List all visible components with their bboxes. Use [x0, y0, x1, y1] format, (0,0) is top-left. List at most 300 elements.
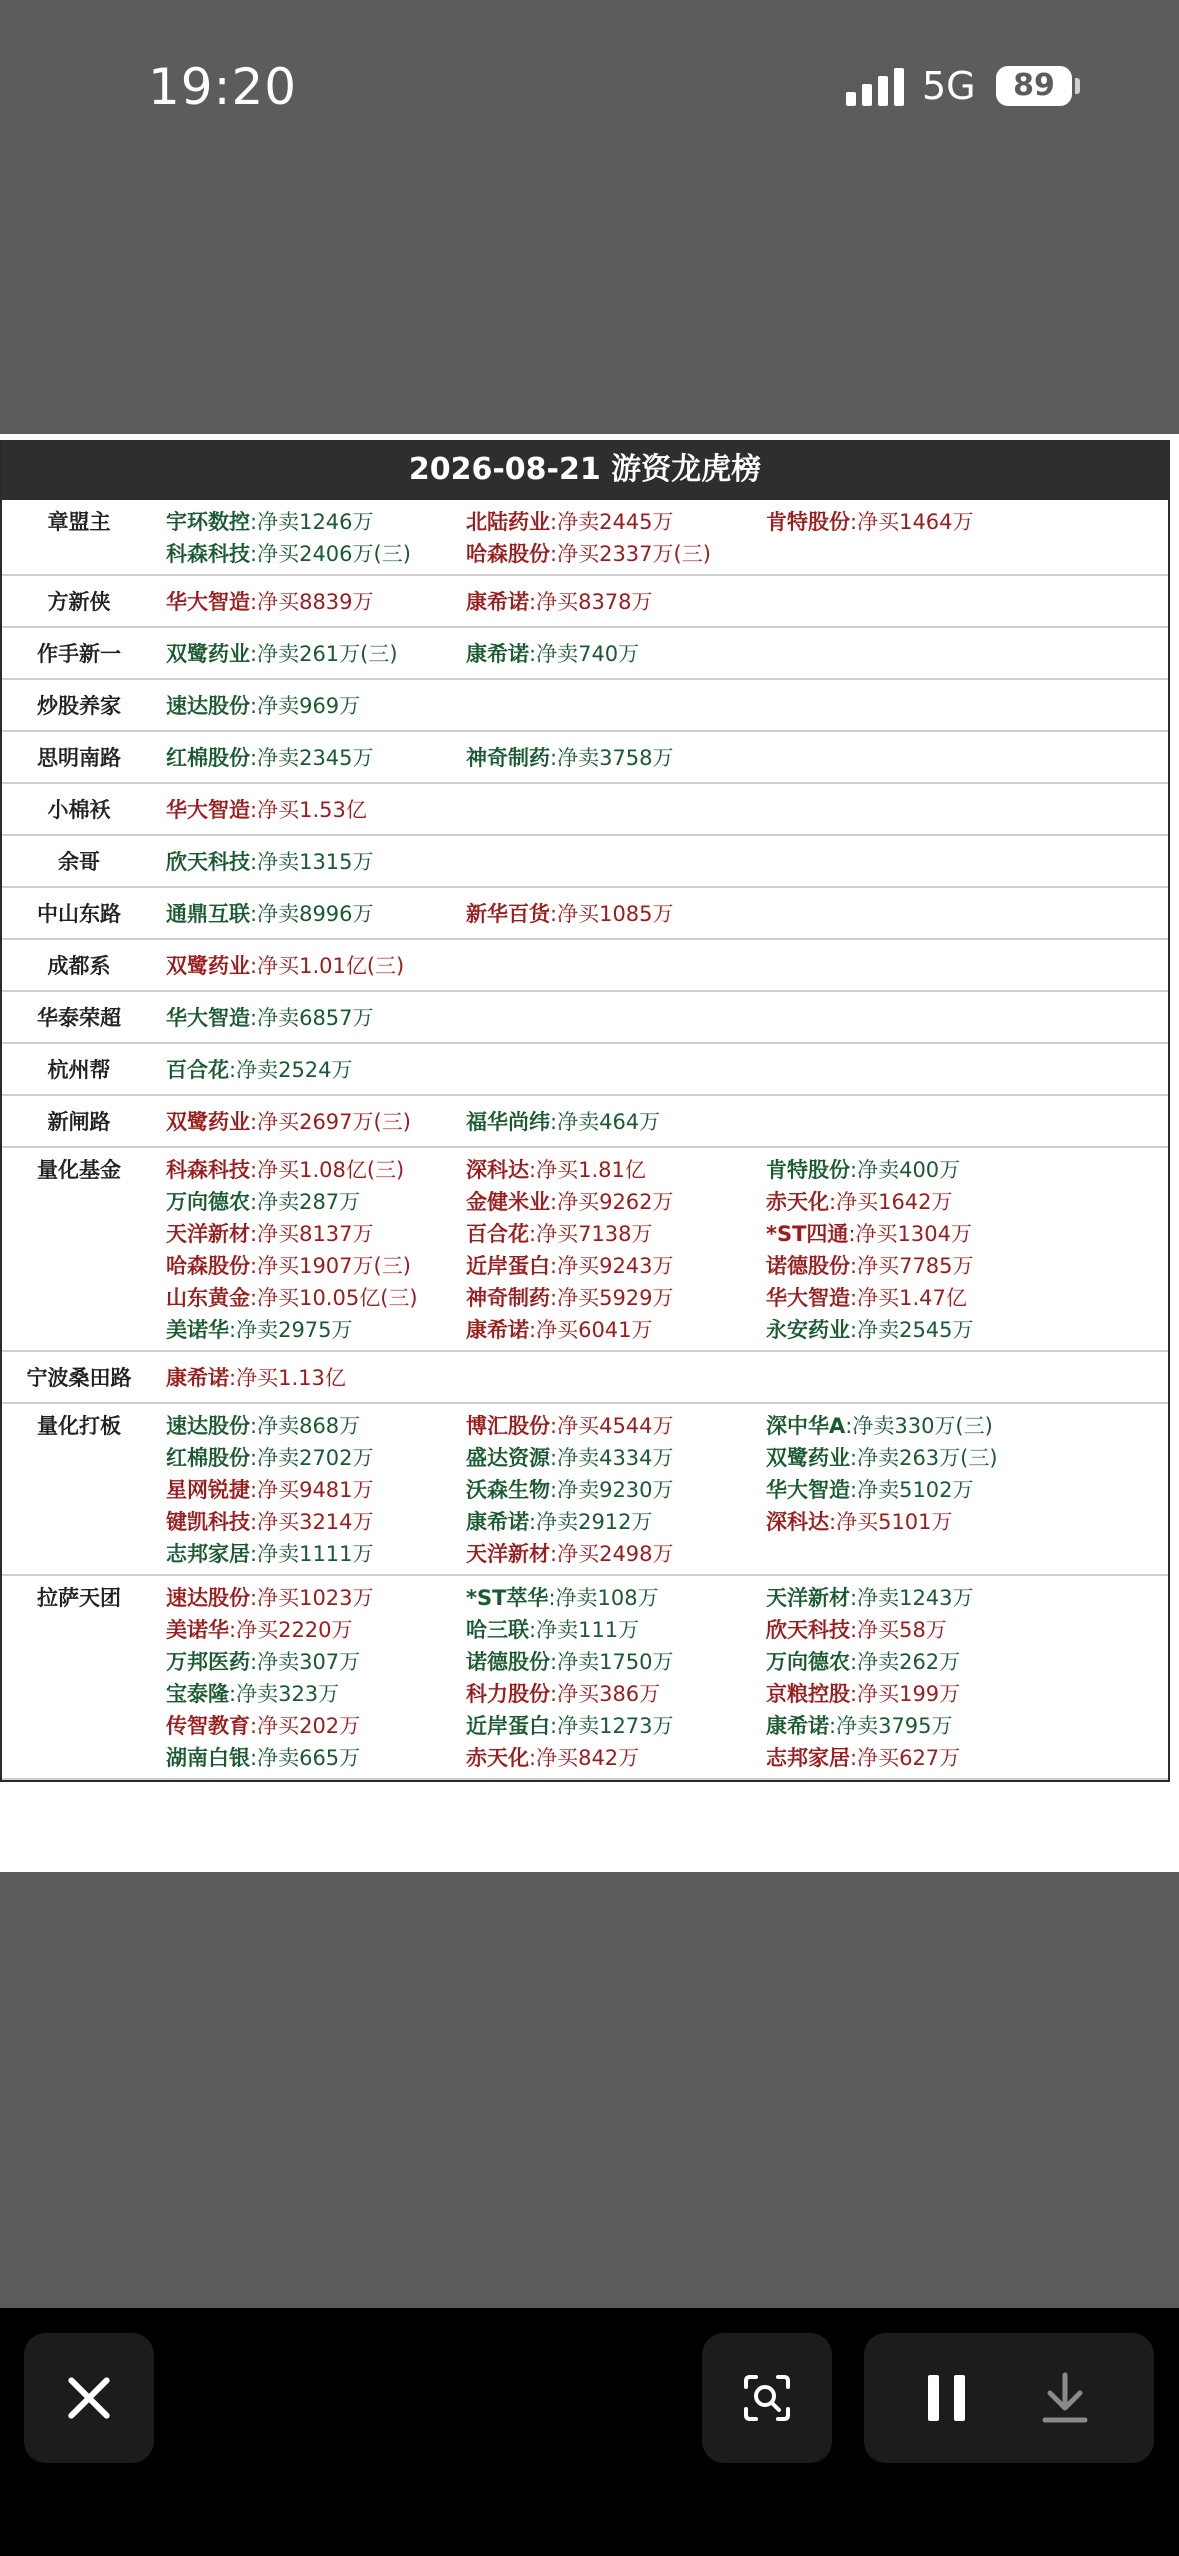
stock-name: 新华百货 — [466, 902, 550, 926]
separator: : — [229, 1058, 237, 1082]
trade-amount: 净买58万 — [857, 1618, 947, 1642]
trade-amount: 净卖665万 — [257, 1746, 361, 1770]
trade-amount: 净卖263万(三) — [857, 1446, 998, 1470]
close-button[interactable] — [24, 2333, 154, 2463]
separator: : — [250, 746, 258, 770]
trade-entry — [166, 1538, 374, 1570]
trade-entry — [766, 1218, 972, 1250]
stock-name: 康希诺 — [166, 1366, 229, 1390]
separator: : — [850, 1618, 858, 1642]
trade-entry — [466, 1742, 639, 1774]
trade-amount: 净买6041万 — [536, 1318, 653, 1342]
stock-name: 哈森股份 — [166, 1254, 250, 1278]
separator: : — [250, 542, 258, 566]
board-row — [2, 1576, 1168, 1780]
separator: : — [550, 542, 558, 566]
trader-name: 杭州帮 — [47, 1058, 111, 1082]
trade-amount: 净买9481万 — [257, 1478, 374, 1502]
dragon-tiger-board — [0, 440, 1170, 1782]
stock-name: 键凯科技 — [166, 1510, 250, 1534]
trader-name: 宁波桑田路 — [26, 1366, 132, 1390]
trade-entry — [766, 1710, 953, 1742]
trade-amount: 净卖1273万 — [557, 1714, 674, 1738]
trade-entry — [766, 1506, 953, 1538]
trade-entry — [766, 1282, 967, 1314]
trade-entry — [166, 690, 360, 722]
stock-name: 康希诺 — [466, 642, 529, 666]
trade-entry — [766, 1314, 974, 1346]
trade-entry — [466, 742, 674, 774]
trade-entry — [766, 1186, 953, 1218]
stock-name: 沃森生物 — [466, 1478, 550, 1502]
trade-entry — [166, 538, 411, 570]
separator: : — [250, 1190, 258, 1214]
stock-name: 双鹭药业 — [166, 954, 250, 978]
stock-name: 天洋新材 — [766, 1586, 850, 1610]
separator: : — [550, 1414, 558, 1438]
separator: : — [550, 746, 558, 770]
stock-name: 万向德农 — [166, 1190, 250, 1214]
trade-entry — [466, 1474, 674, 1506]
trade-amount: 净买4544万 — [557, 1414, 674, 1438]
trade-amount: 净卖4334万 — [557, 1446, 674, 1470]
stock-name: 山东黄金 — [166, 1286, 250, 1310]
stock-name: 京粮控股 — [766, 1682, 850, 1706]
separator: : — [850, 1682, 858, 1706]
trade-entry — [166, 1742, 360, 1774]
stock-name: 深中华A — [766, 1414, 846, 1438]
stock-name: 诺德股份 — [766, 1254, 850, 1278]
separator: : — [550, 902, 558, 926]
stock-name: 神奇制药 — [466, 1286, 550, 1310]
board-row — [2, 500, 1168, 576]
trade-entry — [466, 586, 653, 618]
separator: : — [250, 694, 258, 718]
trade-entry — [166, 1282, 418, 1314]
trade-amount: 净买1.53亿 — [257, 798, 367, 822]
stock-name: 康希诺 — [466, 1510, 529, 1534]
trade-amount: 净买1.81亿 — [536, 1158, 646, 1182]
trade-entry — [466, 1678, 660, 1710]
trade-entry — [166, 1154, 404, 1186]
stock-name: 哈森股份 — [466, 542, 550, 566]
stock-name: 双鹭药业 — [166, 1110, 250, 1134]
separator: : — [250, 1414, 258, 1438]
separator: : — [250, 954, 258, 978]
trade-entry — [166, 1614, 353, 1646]
board-title: 2026-08-21 游资龙虎榜 — [2, 440, 1168, 500]
stock-name: 康希诺 — [766, 1714, 829, 1738]
visual-lookup-button[interactable] — [702, 2333, 832, 2463]
separator: : — [250, 1510, 258, 1534]
trade-entry — [166, 846, 374, 878]
download-icon[interactable] — [1040, 2371, 1090, 2425]
stock-name: 近岸蛋白 — [466, 1714, 550, 1738]
trade-amount: 净买1.47亿 — [857, 1286, 967, 1310]
trade-amount: 净买1464万 — [857, 510, 974, 534]
trade-entry — [766, 1742, 960, 1774]
trade-amount: 净卖868万 — [257, 1414, 361, 1438]
trade-entry — [166, 1678, 339, 1710]
separator: : — [250, 1542, 258, 1566]
separator: : — [550, 1110, 558, 1134]
stock-name: 科力股份 — [466, 1682, 550, 1706]
separator: : — [250, 798, 258, 822]
trade-amount: 净卖111万 — [536, 1618, 640, 1642]
trade-amount: 净卖2445万 — [557, 510, 674, 534]
trade-amount: 净买2498万 — [557, 1542, 674, 1566]
trader-name: 新闸路 — [47, 1110, 111, 1134]
trade-entry — [466, 1710, 674, 1742]
trade-amount: 净卖1111万 — [257, 1542, 374, 1566]
trader-name: 量化基金 — [37, 1158, 121, 1182]
separator: : — [850, 1650, 858, 1674]
stock-name: 红棉股份 — [166, 746, 250, 770]
trade-amount: 净买9243万 — [557, 1254, 674, 1278]
separator: : — [550, 1714, 558, 1738]
trader-name: 思明南路 — [37, 746, 121, 770]
stock-name: 神奇制药 — [466, 746, 550, 770]
trade-amount: 净卖2975万 — [236, 1318, 353, 1342]
trade-entry — [166, 1218, 374, 1250]
stock-name: 深科达 — [766, 1510, 829, 1534]
pause-icon[interactable] — [928, 2375, 968, 2421]
trade-entry — [166, 1442, 374, 1474]
trade-amount: 净买1642万 — [836, 1190, 953, 1214]
trade-amount: 净买2220万 — [236, 1618, 353, 1642]
separator: : — [550, 1254, 558, 1278]
separator: : — [250, 902, 258, 926]
stock-name: 康希诺 — [466, 1318, 529, 1342]
separator: : — [529, 1510, 537, 1534]
visual-lookup-icon — [742, 2373, 792, 2423]
stock-name: 双鹭药业 — [766, 1446, 850, 1470]
trade-entry — [766, 1442, 998, 1474]
separator: : — [250, 1478, 258, 1502]
separator: : — [850, 1746, 858, 1770]
trade-amount: 净买7785万 — [857, 1254, 974, 1278]
trade-amount: 净买199万 — [857, 1682, 961, 1706]
separator: : — [250, 510, 258, 534]
trade-amount: 净卖287万 — [257, 1190, 361, 1214]
board-row — [2, 1404, 1168, 1576]
stock-name: 博汇股份 — [466, 1414, 550, 1438]
separator: : — [250, 1006, 258, 1030]
trade-amount: 净买3214万 — [257, 1510, 374, 1534]
network-type: 5G — [922, 64, 976, 108]
trade-entry — [466, 638, 639, 670]
separator: : — [529, 1618, 537, 1642]
trade-entry — [466, 1614, 639, 1646]
separator: : — [850, 510, 858, 534]
trade-entry — [766, 1410, 993, 1442]
trader-name: 章盟主 — [47, 510, 111, 534]
trade-entry — [166, 586, 374, 618]
trade-amount: 净卖1315万 — [257, 850, 374, 874]
stock-name: 华大智造 — [766, 1478, 850, 1502]
separator: : — [850, 1586, 858, 1610]
separator: : — [229, 1682, 237, 1706]
trade-entry — [166, 1250, 411, 1282]
separator: : — [550, 1478, 558, 1502]
stock-name: 福华尚纬 — [466, 1110, 550, 1134]
trade-amount: 净买386万 — [557, 1682, 661, 1706]
stock-name: 哈三联 — [466, 1618, 529, 1642]
stock-name: 星网锐捷 — [166, 1478, 250, 1502]
stock-name: 科森科技 — [166, 542, 250, 566]
trade-entry — [766, 1614, 947, 1646]
trade-amount: 净买5929万 — [557, 1286, 674, 1310]
board-row — [2, 732, 1168, 784]
viewer-backdrop — [0, 1872, 1179, 2308]
separator: : — [848, 1222, 856, 1246]
trade-entry — [166, 1314, 353, 1346]
trade-entry — [766, 1678, 960, 1710]
trade-entry — [466, 1106, 660, 1138]
stock-name: 华大智造 — [166, 590, 250, 614]
separator: : — [250, 1158, 258, 1182]
board-row — [2, 1148, 1168, 1352]
trade-amount: 净卖969万 — [257, 694, 361, 718]
trade-entry — [766, 1474, 974, 1506]
trade-entry — [166, 1646, 360, 1678]
stock-name: 天洋新材 — [166, 1222, 250, 1246]
trade-entry — [166, 1506, 374, 1538]
trade-entry — [466, 506, 674, 538]
separator: : — [229, 1318, 237, 1342]
separator: : — [850, 1478, 858, 1502]
board-row — [2, 888, 1168, 940]
trade-amount: 净买2697万(三) — [257, 1110, 411, 1134]
separator: : — [250, 642, 258, 666]
separator: : — [550, 1650, 558, 1674]
stock-name: 华大智造 — [166, 1006, 250, 1030]
separator: : — [250, 1110, 258, 1134]
board-row — [2, 680, 1168, 732]
trade-amount: 净买202万 — [257, 1714, 361, 1738]
stock-name: 康希诺 — [466, 590, 529, 614]
separator: : — [529, 1158, 537, 1182]
trade-entry — [766, 1250, 974, 1282]
trade-entry — [466, 1250, 674, 1282]
trade-entry — [166, 1582, 374, 1614]
stock-name: 天洋新材 — [466, 1542, 550, 1566]
stock-name: 万邦医药 — [166, 1650, 250, 1674]
stock-name: 速达股份 — [166, 1414, 250, 1438]
stock-name: 万向德农 — [766, 1650, 850, 1674]
separator: : — [850, 1446, 858, 1470]
trade-amount: 净卖2545万 — [857, 1318, 974, 1342]
trade-amount: 净卖262万 — [857, 1650, 961, 1674]
stock-name: 近岸蛋白 — [466, 1254, 550, 1278]
separator: : — [250, 850, 258, 874]
trade-amount: 净买1304万 — [855, 1222, 972, 1246]
stock-name: *ST四通 — [766, 1222, 849, 1246]
board-row — [2, 1096, 1168, 1148]
separator: : — [250, 590, 258, 614]
separator: : — [850, 1158, 858, 1182]
separator: : — [250, 1446, 258, 1470]
separator: : — [250, 1254, 258, 1278]
trade-amount: 净卖307万 — [257, 1650, 361, 1674]
trade-entry — [466, 1410, 674, 1442]
board-row — [2, 992, 1168, 1044]
stock-name: 欣天科技 — [166, 850, 250, 874]
stock-name: 志邦家居 — [166, 1542, 250, 1566]
stock-name: 金健米业 — [466, 1190, 550, 1214]
stock-name: 传智教育 — [166, 1714, 250, 1738]
trade-amount: 净买1.13亿 — [236, 1366, 346, 1390]
trade-amount: 净卖740万 — [536, 642, 640, 666]
trade-entry — [466, 1582, 659, 1614]
trade-amount: 净买1.08亿(三) — [257, 1158, 405, 1182]
stock-name: 科森科技 — [166, 1158, 250, 1182]
trade-entry — [766, 506, 974, 538]
stock-name: 盛达资源 — [466, 1446, 550, 1470]
stock-name: 北陆药业 — [466, 510, 550, 534]
stock-name: 速达股份 — [166, 694, 250, 718]
trade-entry — [466, 1646, 674, 1678]
separator: : — [829, 1510, 837, 1534]
separator: : — [250, 1650, 258, 1674]
trade-amount: 净买2337万(三) — [557, 542, 711, 566]
stock-name: 宇环数控 — [166, 510, 250, 534]
trade-amount: 净卖2912万 — [536, 1510, 653, 1534]
separator: : — [850, 1254, 858, 1278]
stock-name: 志邦家居 — [766, 1746, 850, 1770]
separator: : — [529, 642, 537, 666]
trade-amount: 净买8839万 — [257, 590, 374, 614]
trade-entry — [466, 1282, 674, 1314]
stock-name: 永安药业 — [766, 1318, 850, 1342]
trade-entry — [466, 1314, 653, 1346]
board-row — [2, 628, 1168, 680]
trade-entry — [166, 1002, 374, 1034]
trade-entry — [166, 950, 404, 982]
trade-entry — [166, 506, 374, 538]
separator: : — [850, 1286, 858, 1310]
trader-name: 中山东路 — [37, 902, 121, 926]
trade-amount: 净买842万 — [536, 1746, 640, 1770]
trade-amount: 净买5101万 — [836, 1510, 953, 1534]
stock-name: 赤天化 — [466, 1746, 529, 1770]
trade-entry — [766, 1154, 960, 1186]
trade-amount: 净买1023万 — [257, 1586, 374, 1610]
trade-entry — [166, 1410, 360, 1442]
trade-amount: 净买8378万 — [536, 590, 653, 614]
separator: : — [850, 1318, 858, 1342]
separator: : — [529, 1222, 537, 1246]
separator: : — [250, 1746, 258, 1770]
trader-name: 方新侠 — [47, 590, 111, 614]
trade-entry — [166, 1474, 374, 1506]
trade-entry — [466, 1218, 653, 1250]
trader-name: 成都系 — [47, 954, 111, 978]
trade-amount: 净买627万 — [857, 1746, 961, 1770]
trader-name: 华泰荣超 — [37, 1006, 121, 1030]
stock-name: 肯特股份 — [766, 1158, 850, 1182]
stock-name: 百合花 — [166, 1058, 229, 1082]
stock-name: 通鼎互联 — [166, 902, 250, 926]
trade-entry — [466, 1154, 646, 1186]
trade-entry — [166, 1186, 360, 1218]
stock-name: 双鹭药业 — [166, 642, 250, 666]
trade-amount: 净卖6857万 — [257, 1006, 374, 1030]
trade-entry — [166, 898, 374, 930]
board-row — [2, 784, 1168, 836]
trade-amount: 净卖8996万 — [257, 902, 374, 926]
trade-amount: 净卖1243万 — [857, 1586, 974, 1610]
trade-amount: 净卖464万 — [557, 1110, 661, 1134]
trade-amount: 净卖1246万 — [257, 510, 374, 534]
board-row — [2, 836, 1168, 888]
board-row — [2, 576, 1168, 628]
trade-amount: 净卖9230万 — [557, 1478, 674, 1502]
trade-amount: 净卖323万 — [236, 1682, 340, 1706]
trade-amount: 净买1.01亿(三) — [257, 954, 405, 978]
trade-entry — [166, 1710, 360, 1742]
trade-amount: 净卖3795万 — [836, 1714, 953, 1738]
stock-name: *ST萃华 — [466, 1586, 549, 1610]
stock-name: 欣天科技 — [766, 1618, 850, 1642]
separator: : — [548, 1586, 556, 1610]
trade-amount: 净卖5102万 — [857, 1478, 974, 1502]
trade-amount: 净买2406万(三) — [257, 542, 411, 566]
trader-name: 小棉袄 — [47, 798, 111, 822]
trade-amount: 净买10.05亿(三) — [257, 1286, 418, 1310]
trade-amount: 净买1085万 — [557, 902, 674, 926]
board-row — [2, 940, 1168, 992]
board-row — [2, 1044, 1168, 1096]
stock-name: 华大智造 — [166, 798, 250, 822]
trader-name: 量化打板 — [37, 1414, 121, 1438]
trade-entry — [166, 638, 398, 670]
cellular-signal-icon — [846, 66, 906, 106]
separator: : — [550, 1190, 558, 1214]
stock-name: 美诺华 — [166, 1618, 229, 1642]
stock-name: 肯特股份 — [766, 510, 850, 534]
trader-name: 炒股养家 — [37, 694, 121, 718]
battery-tip — [1075, 78, 1080, 94]
trade-amount: 净卖261万(三) — [257, 642, 398, 666]
stock-name: 诺德股份 — [466, 1650, 550, 1674]
separator: : — [250, 1714, 258, 1738]
trade-amount: 净卖2702万 — [257, 1446, 374, 1470]
trade-amount: 净卖2524万 — [236, 1058, 353, 1082]
separator: : — [250, 1286, 258, 1310]
separator: : — [529, 590, 537, 614]
stock-name: 红棉股份 — [166, 1446, 250, 1470]
playback-controls — [864, 2333, 1154, 2463]
trade-amount: 净卖400万 — [857, 1158, 961, 1182]
trade-entry — [466, 898, 674, 930]
board-rows — [2, 500, 1168, 1780]
status-time: 19:20 — [148, 58, 298, 116]
trade-entry — [166, 794, 367, 826]
trade-amount: 净卖2345万 — [257, 746, 374, 770]
trader-name: 作手新一 — [37, 642, 121, 666]
separator: : — [550, 1286, 558, 1310]
separator: : — [229, 1366, 237, 1390]
trade-entry — [466, 1186, 674, 1218]
stock-name: 赤天化 — [766, 1190, 829, 1214]
trade-entry — [166, 1106, 411, 1138]
separator: : — [250, 1222, 258, 1246]
separator: : — [845, 1414, 853, 1438]
separator: : — [250, 1586, 258, 1610]
board-row — [2, 1352, 1168, 1404]
stock-name: 华大智造 — [766, 1286, 850, 1310]
